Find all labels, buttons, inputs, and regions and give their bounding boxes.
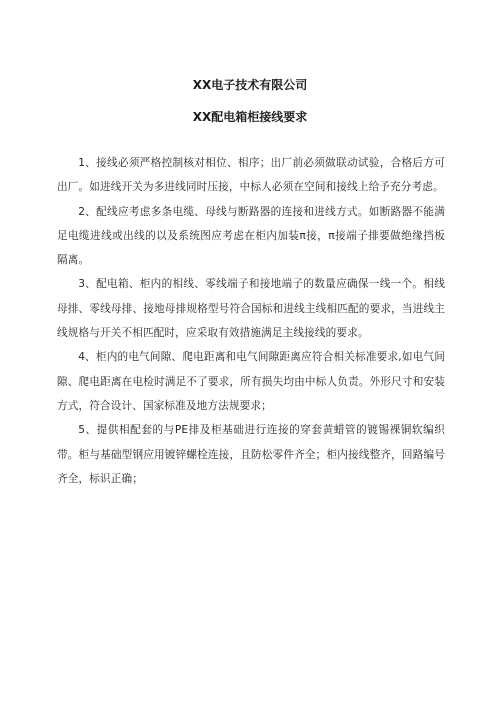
paragraph-2: 2、配线应考虑多条电缆、母线与断路器的连接和进线方式。如断路器不能满足电缆进线或出线的以及系统图应考虑在柜内加装π接，π接端子排要做绝缘挡板隔离。 <box>57 205 445 267</box>
paragraph-4: 4、柜内的电气间隙、爬电距离和电气间隙距离应符合相关标准要求,如电气间隙、爬电距离在电检时满足不了要求，所有损失均由中标人负责。外形尺寸和安装方式，符合设计、国家标准及地方法规要求； <box>57 351 445 412</box>
paragraph-5: 5、提供相配套的与PE排及柜基础进行连接的穿套黄蜡管的镀锡裸铜软编织带。柜与基础型钢应用镀锌螺栓连接，且防松零件齐全；柜内接线整齐，回路编号齐全，标识正确； <box>57 424 445 485</box>
document-body <box>57 151 445 491</box>
paragraph-1: 1、接线必须严格控制核对相位、相序；出厂前必须做联动试验，合格后方可出厂。如进线开关为多进线同时压接，中标人必须在空间和接线上给予充分考虑。 <box>57 157 445 194</box>
company-title: XX电子技术有限公司 <box>192 78 308 92</box>
document-title: XX配电箱柜接线要求 <box>192 110 308 124</box>
paragraph-3: 3、配电箱、柜内的相线、零线端子和接地端子的数量应确保一线一个。相线母排、零线母排、接地母排规格型号符合国标和进线主线相匹配的要求，当进线主线规格与开关不相匹配时，应采取有效措施满足主线接线的要求。 <box>57 278 445 340</box>
